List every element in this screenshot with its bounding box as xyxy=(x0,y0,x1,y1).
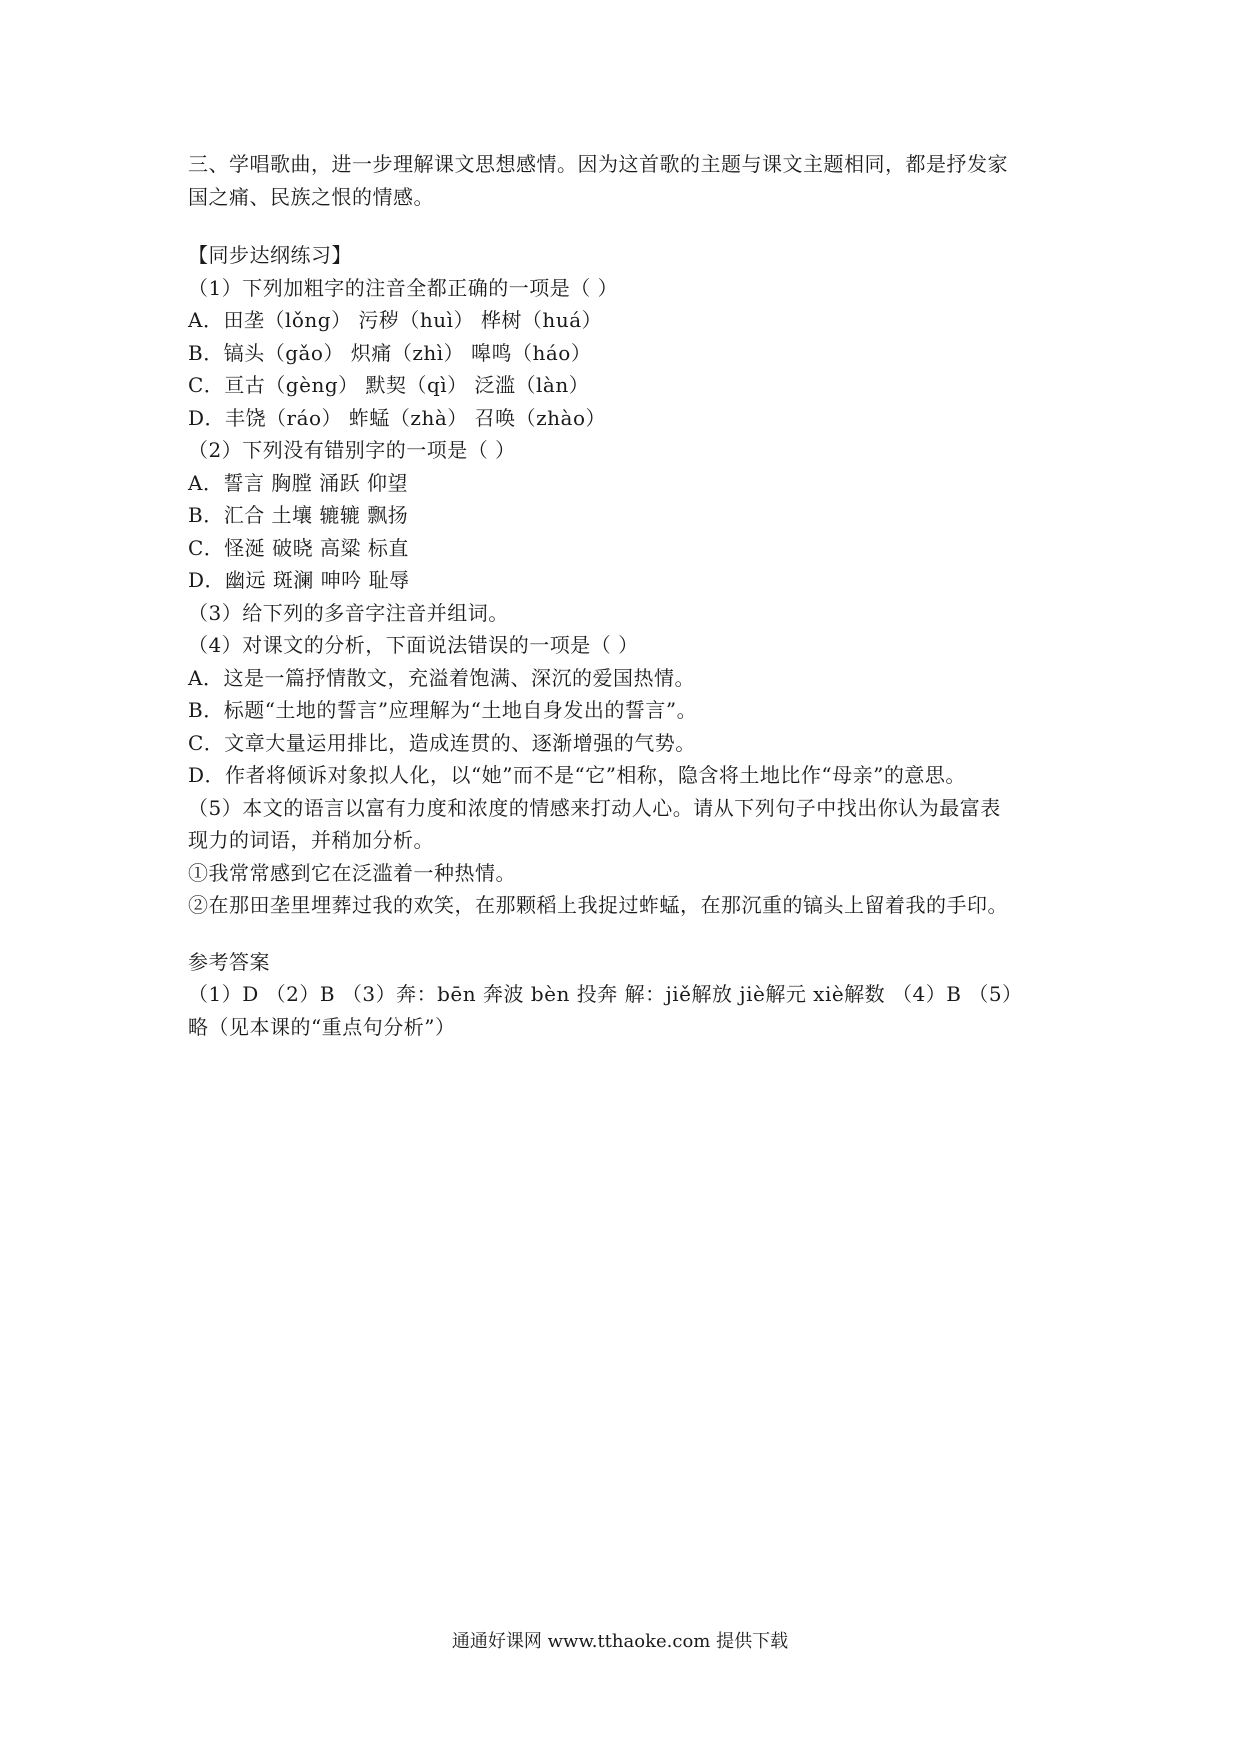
question-2-option-a: A．誓言 胸膛 涌跃 仰望 xyxy=(188,470,409,495)
question-4-option-b: B．标题“土地的誓言”应理解为“土地自身发出的誓言”。 xyxy=(188,698,698,722)
question-4-option-d: D．作者将倾诉对象拟人化，以“她”而不是“它”相称，隐含将土地比作“母亲”的意思。 xyxy=(188,763,966,787)
spacer xyxy=(188,213,1068,239)
question-1-option-a: A．田垄（lǒng） 污秽（huì） 桦树（huá） xyxy=(188,308,603,332)
question-2-option-c: C．怪涎 破晓 高粱 标直 xyxy=(188,535,409,560)
question-2-stem: （2）下列没有错别字的一项是（ ） xyxy=(188,438,516,462)
answers-line: （1）D （2）B （3）奔：bēn 奔波 bèn 投奔 解：jiě解放 jiè解元 xiè解数 （4）B （5） xyxy=(188,982,1023,1006)
page-footer: 通通好课网 www.tthaoke.com 提供下载 xyxy=(451,1631,789,1652)
question-1-option-b: B．镐头（gǎo） 炽痛（zhì） 嗥鸣（háo） xyxy=(188,340,592,365)
question-5-sentence-2: ②在那田垄里埋葬过我的欢笑，在那颗稻上我捉过蚱蜢，在那沉重的镐头上留着我的手印。 xyxy=(188,893,1008,917)
question-4-stem: （4）对课文的分析，下面说法错误的一项是（ ） xyxy=(188,633,639,657)
question-3-stem: （3）给下列的多音字注音并组词。 xyxy=(188,600,509,625)
question-5-sentence-1: ①我常常感到它在泛滥着一种热情。 xyxy=(188,860,516,885)
question-1-option-d: D．丰饶（ráo） 蚱蜢（zhà） 召唤（zhào） xyxy=(188,405,606,430)
question-1-option-c: C．亘古（gèng） 默契（qì） 泛滥（làn） xyxy=(188,373,590,397)
answers-heading: 参考答案 xyxy=(188,949,270,974)
question-4-option-a: A．这是一篇抒情散文，充溢着饱满、深沉的爱国热情。 xyxy=(188,665,695,690)
question-2-option-d: D．幽远 斑澜 呻吟 耻辱 xyxy=(188,568,410,592)
question-4-option-c: C．文章大量运用排比，造成连贯的、逐渐增强的气势。 xyxy=(188,730,696,755)
question-5-stem-line: 现力的词语，并稍加分析。 xyxy=(188,828,434,852)
question-1-stem: （1）下列加粗字的注音全都正确的一项是（ ） xyxy=(188,275,619,300)
question-5-stem-line: （5）本文的语言以富有力度和浓度的情感来打动人心。请从下列句子中找出你认为最富表 xyxy=(188,795,1001,820)
answers-line: 略（见本课的“重点句分析”） xyxy=(188,1014,456,1039)
document-body xyxy=(188,148,1068,1043)
intro-paragraph-line: 三、学唱歌曲，进一步理解课文思想感情。因为这首歌的主题与课文主题相同，都是抒发家 xyxy=(188,152,1008,176)
spacer xyxy=(188,922,1068,946)
intro-paragraph-line: 国之痛、民族之恨的情感。 xyxy=(188,184,434,209)
question-2-option-b: B．汇合 土壤 辘辘 飘扬 xyxy=(188,503,409,527)
exercise-heading: 【同步达纲练习】 xyxy=(188,243,352,267)
